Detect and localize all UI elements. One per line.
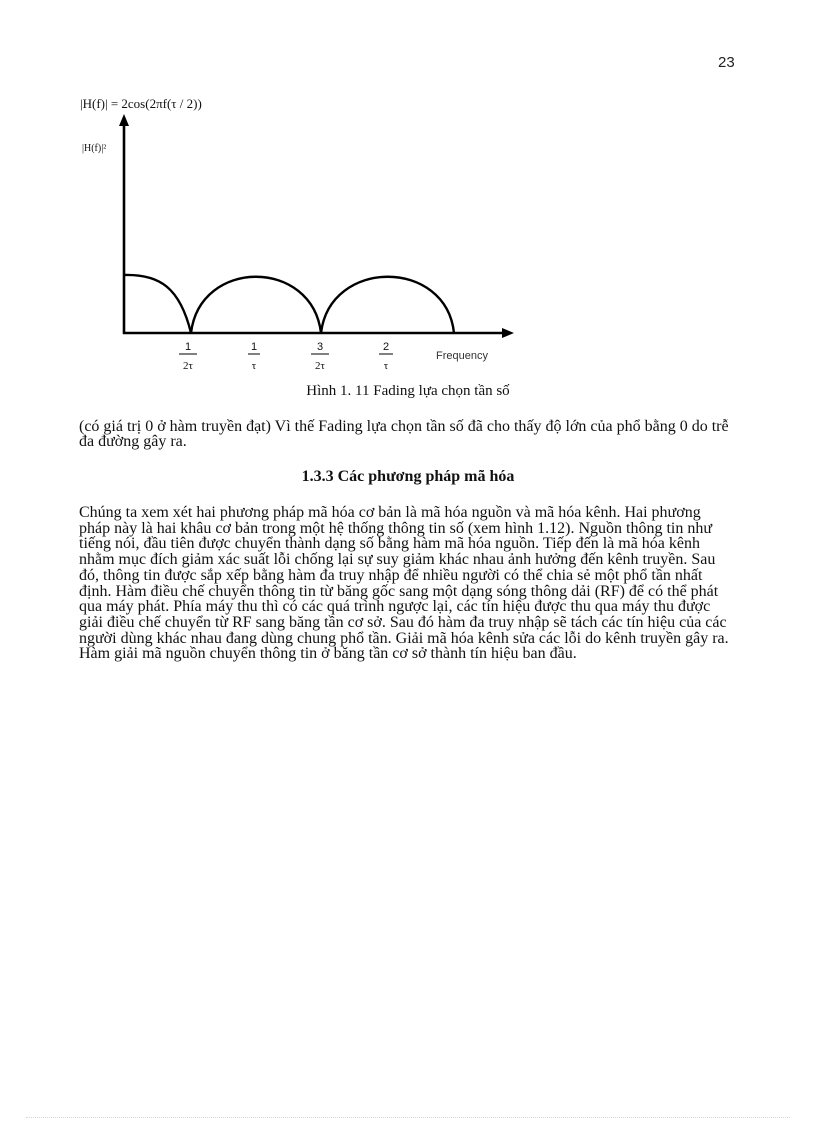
footer-divider [26,1117,790,1118]
tick-numerator: 3 [316,341,324,353]
response-curve-lobe-2 [321,277,454,333]
paragraph-body: Chúng ta xem xét hai phương pháp mã hóa cơ bản là mã hóa nguồn và mã hóa kênh. Hai phương pháp này là hai khâu cơ bản trong một hệ thống thông tin số (xem hình 1.12). Nguồn thông tin như tiếng nói, đầu tiên được chuyển thành dạng số bằng hàm mã hóa nguồn. Tiếp đến là mã hóa kênh nhằm mục đích giảm xác suất lỗi chống lại sự suy giảm khác nhau ảnh hưởng đến kênh truyền. Sau đó, thông tin được sắp xếp bằng hàm đa truy nhập để nhiều người có thể chia sẻ một phổ tần nhất định. Hàm điều chế chuyển thông tin từ băng gốc sang một dạng sóng thông dải (RF) để có thể phát qua máy phát. Phía máy thu thì có các quá trình ngược lại, các tín hiệu được thu qua máy thu được giải điều chế chuyển từ RF sang băng tần cơ sở. Sau đó hàm đa truy nhập sẽ tách các tín hiệu của các người dùng khác nhau đang dùng chung phổ tần. Giải mã hóa kênh sửa các lỗi do kênh truyền gây ra. Hàm giải mã nguồn chuyển thông tin ở băng tần cơ sở thành tín hiệu ban đầu. [79,504,729,663]
tick-label-3 [311,341,329,372]
formula-label: |H(f)| = 2cos(2πf(τ / 2)) [80,96,202,111]
tick-denominator: τ [383,360,389,372]
x-axis-arrow-icon [502,328,514,338]
page-number: 23 [718,54,735,71]
paragraph-intro: (có giá trị 0 ở hàm truyền đạt) Vì thế Fading lựa chọn tần số đã cho thấy độ lớn của phổ bằng 0 do trễ đa đường gây ra. [79,418,729,450]
tick-denominator: 2τ [315,360,325,372]
frequency-response-figure [70,88,530,383]
tick-denominator: 2τ [183,360,193,372]
tick-numerator: 2 [382,341,390,353]
tick-numerator: 1 [184,341,192,353]
response-curve-lobe-1 [191,277,321,333]
response-curve-lobe-0 [124,275,191,333]
y-axis-label: |H(f)|² [82,143,107,154]
tick-label-2 [248,341,260,372]
section-heading: 1.3.3 Các phương pháp mã hóa [301,468,515,485]
tick-numerator: 1 [250,341,258,353]
tick-label-4 [379,341,393,372]
y-axis-arrow-icon [119,114,129,126]
tick-denominator: τ [251,360,257,372]
figure-caption: Hình 1. 11 Fading lựa chọn tần số [306,383,510,399]
x-axis-label: Frequency [436,350,488,362]
tick-label-1 [179,341,197,372]
